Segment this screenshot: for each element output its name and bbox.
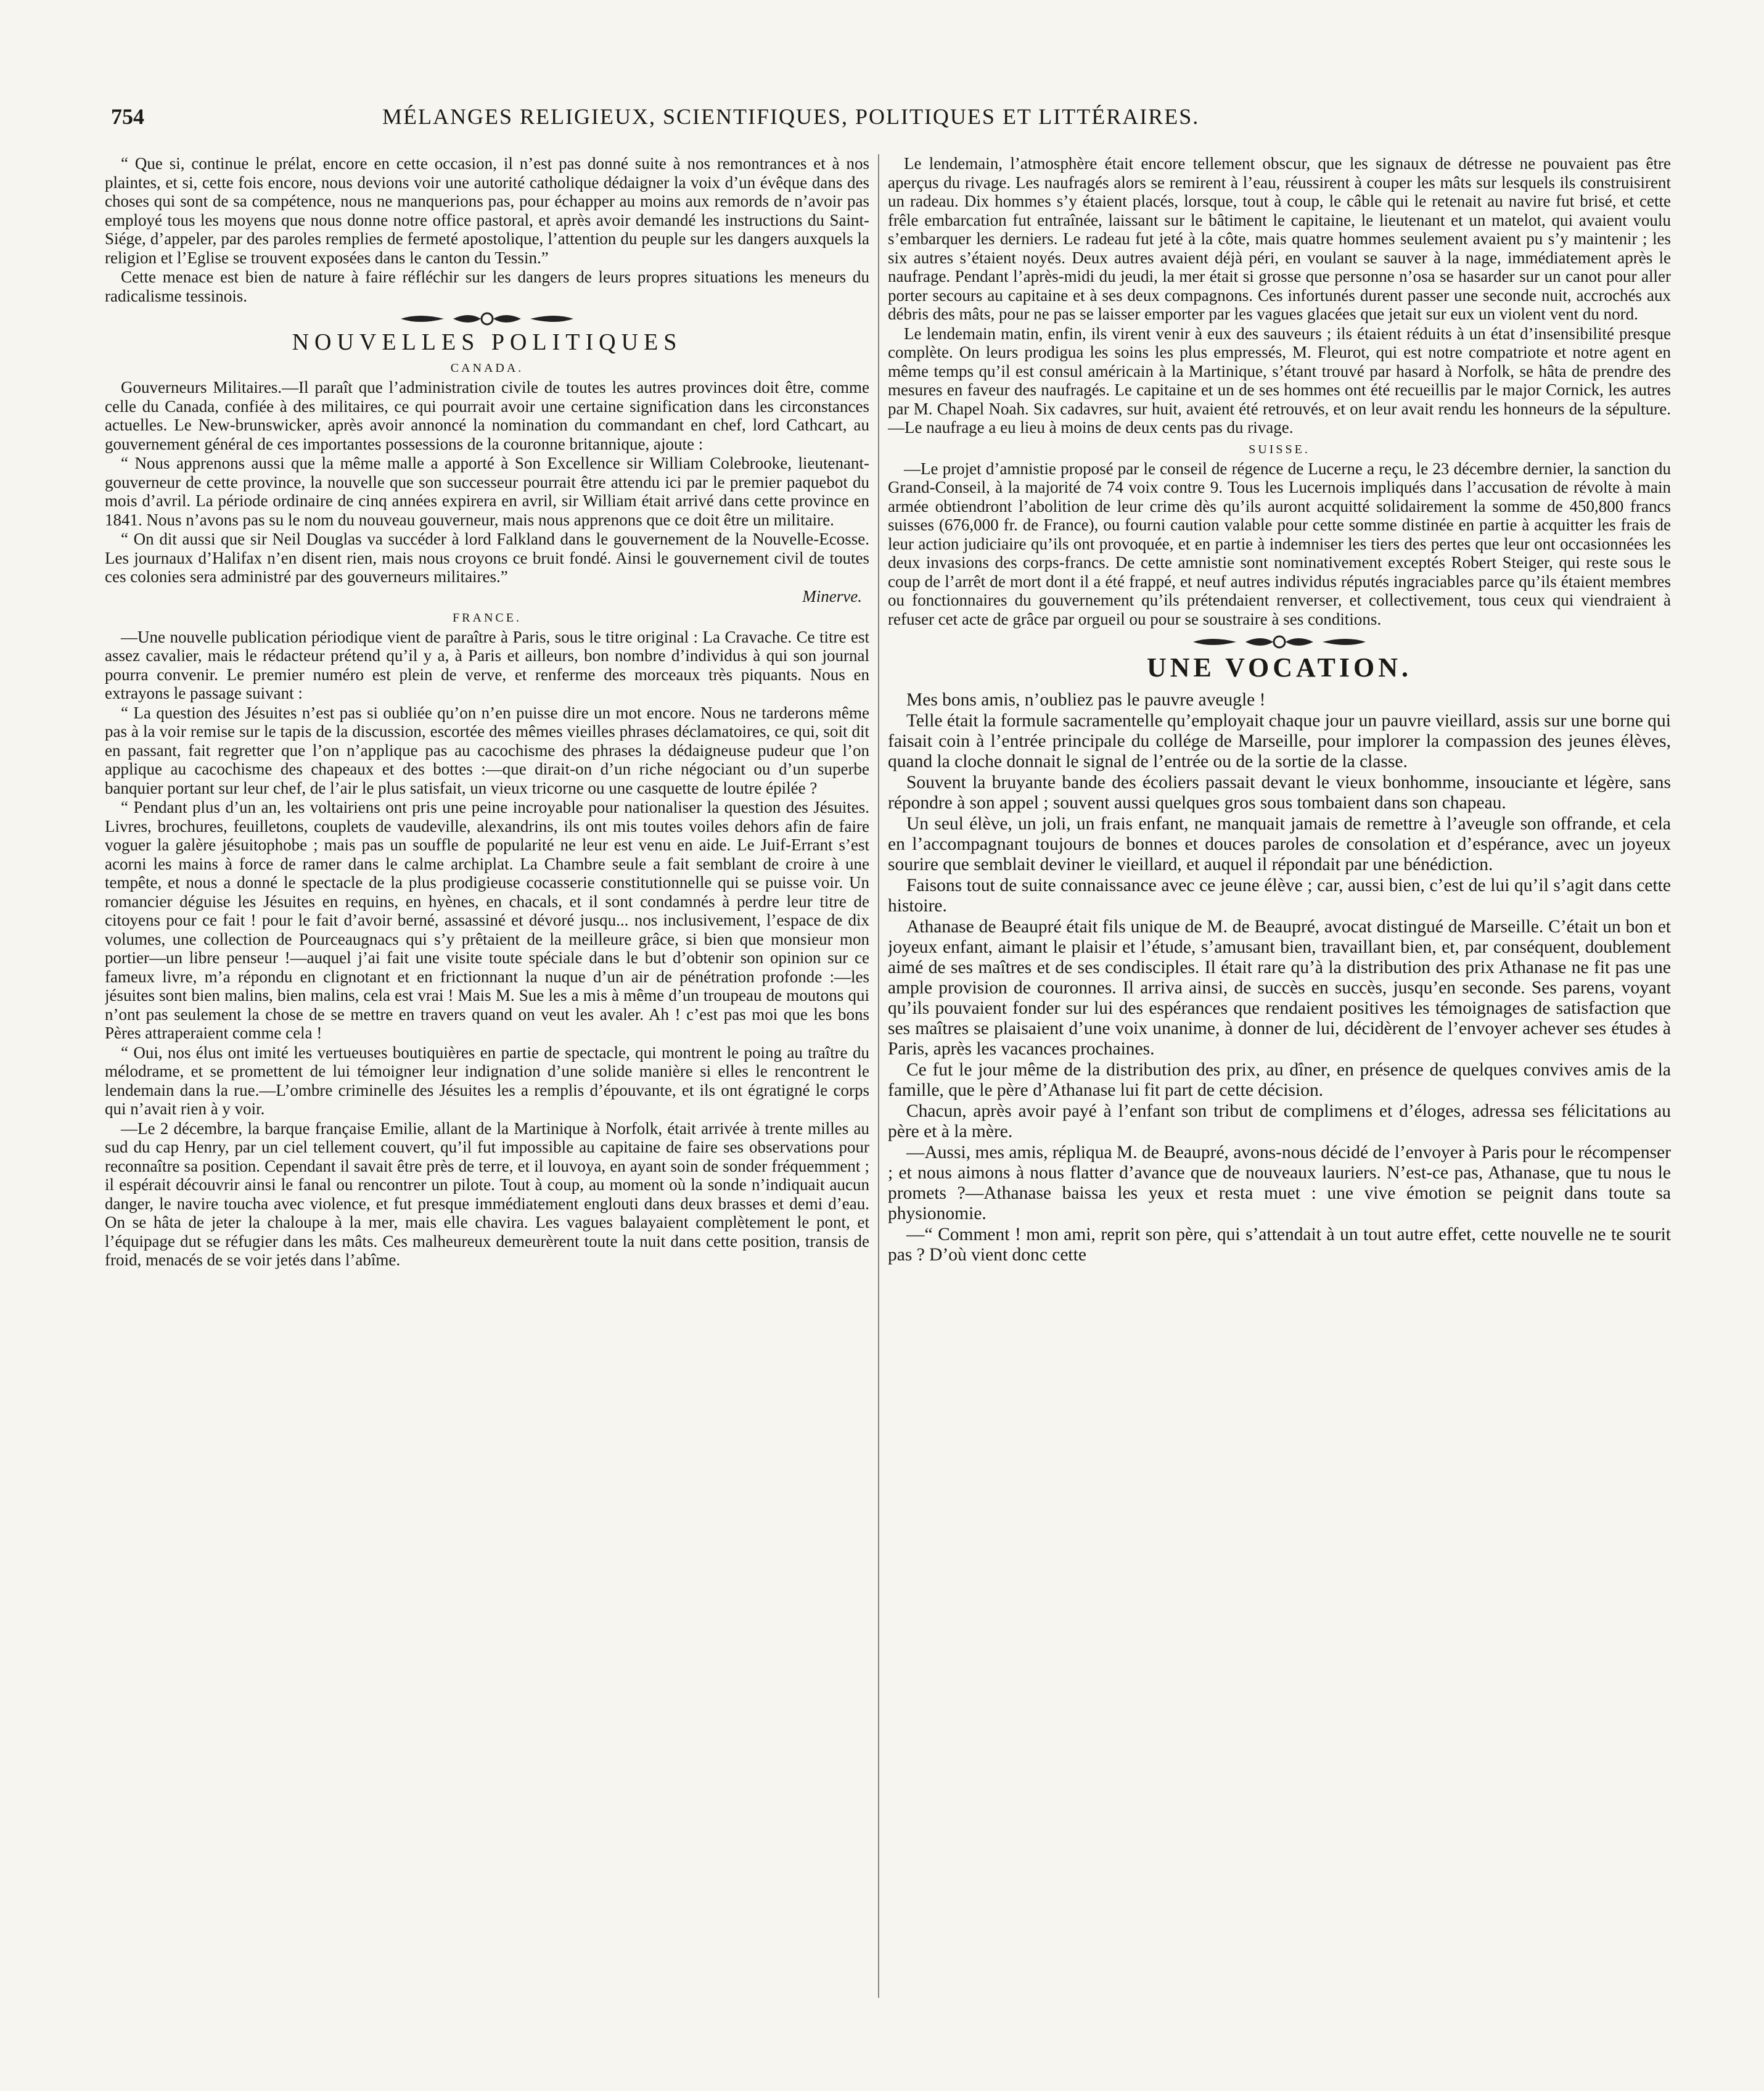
shipwreck-paragraph-2: Le lendemain matin, enfin, ils virent venir à eux des sauveurs ; ils étaient réduits à un état d’insensibilité presque complète. On leurs prodigua les soins les plus empressés, M. Fleurot, qui est notre compatriote et notre agent en même temps qu’il est consul américain à la Martinique, s’étant trouvé par hasard à Norfolk, se hâta de prendre des mesures en faveur des naufragés. Le capitaine et un de ses hommes ont été recueillis par le major Cornick, les autres par M. Chapel Noah. Six cadavres, sur huit, avaient été retrouvés, et on leur avait rendu les honneurs de la sépulture.—Le naufrage a eu lieu à moins de deux cents pas du rivage. [888, 324, 1671, 437]
page-number: 754 [111, 104, 144, 129]
section-title-nouvelles-politiques: NOUVELLES POLITIQUES [292, 329, 683, 355]
left-column [105, 154, 869, 1968]
subheading-suisse: SUISSE. [1249, 442, 1310, 456]
subheading-france: FRANCE. [453, 610, 522, 625]
section-ornament [105, 311, 869, 327]
canada-paragraph-3: “ On dit aussi que sir Neil Douglas va succéder à lord Falkland dans le gouvernement de la Nouvelle-Ecosse. Les journaux d’Halifax n’en disent rien, mais nous croyons ce bruit fondé. Ainsi le gouvernement civil de toutes ces colonies sera administré par des gouverneurs militaires.” [105, 530, 869, 586]
story-title-une-vocation: UNE VOCATION. [1147, 652, 1412, 683]
vocation-paragraph-1: Mes bons amis, n’oubliez pas le pauvre aveugle ! [906, 690, 1266, 710]
france-paragraph-2: “ La question des Jésuites n’est pas si oubliée qu’on n’en puisse dire un mot encore. Nous ne tarderons même pas à la voir remise sur le tapis de la discussion, escortée des mêmes vieilles phrases déclamatoires, ce qui, soit dit en passant, fait regretter que l’on n’applique pas au cacochisme des phrases la dédaigneuse pudeur que l’on applique au cacochisme des chapeaux et des bottes :—que dirait-on d’un riche négociant ou d’un superbe banquier portant sur leur chef, de l’air le plus satisfait, un vieux tricorne ou une casquette de loutre épilée ? [105, 703, 869, 797]
canada-source: Minerve. [802, 586, 862, 606]
shipwreck-paragraph-1: Le lendemain, l’atmosphère était encore tellement obscur, que les signaux de détresse ne pouvaient pas être aperçus du rivage. Les naufragés alors se remirent à l’eau, réussirent à couper les mâts sur lesquels ils construisirent un radeau. Dix hommes s’y étaient placés, lorsque, tout à coup, le câble qui le retenait au navire fut brisé, et cette frêle embarcation fut entraînée, laissant sur le bâtiment le capitaine, le lieutenant et un matelot, qui avaient voulu s’embarquer les derniers. Le radeau fut jeté à la côte, mais quatre hommes seulement avaient pu s’y maintenir ; les six autres s’étaient noyés. Deux autres avaient déjà péri, en voulant se sauver à la nage, immédiatement après le naufrage. Pendant l’après-midi du jeudi, la mer était si grosse que personne n’osa se hasarder sur un canot pour aller porter secours au capitaine et à ses deux compagnons. Ces infortunés durent passer une seconde nuit, accrochés aux débris des mâts, pour ne pas se laisser emporter par les vagues glacées que jetait sur eux un violent vent du nord. [888, 154, 1671, 323]
tessin-comment: Cette menace est bien de nature à faire réfléchir sur les dangers de leurs propres situations les meneurs du radicalisme tessinois. [105, 268, 869, 305]
vocation-paragraph-10: —“ Comment ! mon ami, reprit son père, qui s’attendait à un tout autre effet, cette nouvelle ne te sourit pas ? D’où vient donc cette [888, 1225, 1671, 1265]
france-paragraph-1: —Une nouvelle publication périodique vient de paraître à Paris, sous le titre original : La Cravache. Ce titre est assez cavalier, mais le rédacteur prétend qu’il y a, à Paris et ailleurs, bon nombre d’individus à qui son journal pourra convenir. Le premier numéro est plein de verve, et renferme des morceaux très piquants. Nous en extrayons le passage suivant : [105, 627, 869, 702]
running-head [0, 104, 1764, 141]
france-paragraph-4: “ Oui, nos élus ont imité les vertueuses boutiquières en partie de spectacle, qui montrent le poing au traître du mélodrame, et se promettent de lui témoigner leur indignation d’une solide manière si elles le rencontrent le lendemain dans la rue.—L’ombre criminelle des Jésuites les a remplis d’épouvante, et ils ont égratigné le corps qui n’avait rien à y voir. [105, 1043, 869, 1118]
header-title: MÉLANGES RELIGIEUX, SCIENTIFIQUES, POLITIQUES ET LITTÉRAIRES. [382, 104, 1200, 129]
vocation-ornament [888, 635, 1671, 651]
right-column [888, 154, 1671, 1968]
vocation-paragraph-8: Chacun, après avoir payé à l’enfant son tribut de complimens et d’éloges, adressa ses félicitations au père et à la mère. [888, 1101, 1671, 1141]
france-paragraph-5: —Le 2 décembre, la barque française Emilie, allant de la Martinique à Norfolk, était arrivée à trente milles au sud du cap Henry, par un ciel tellement couvert, qu’il fut impossible au capitaine de faire ses observations pour reconnaître sa position. Cependant il savait être près de terre, et il louvoya, en ayant soin de sonder fréquemment ; il espérait découvrir ainsi le fanal ou rencontrer un pilote. Tout à coup, au moment où la sonde n’indiquait aucun danger, le navire toucha avec violence, et fut presque immédiatement englouti dans deux brasses et demi d’eau. On se hâta de jeter la chaloupe à la mer, mais elle chavira. Les vagues balayaient complètement le pont, et l’équipage dut se réfugier dans les mâts. Ces malheureux demeurèrent toute la nuit dans cette position, transis de froid, menacés de se voir jetés dans l’abîme. [105, 1119, 869, 1269]
vocation-paragraph-2: Telle était la formule sacramentelle qu’employait chaque jour un pauvre vieillard, assis sur une borne qui faisait coin à l’entrée principale du collége de Marseille, pour implorer la compassion des jeunes élèves, quand la cloche donnait le signal de l’entrée ou de la sortie de la classe. [888, 711, 1671, 771]
vocation-paragraph-6: Athanase de Beaupré était fils unique de M. de Beaupré, avocat distingué de Marseille. C’était un bon et joyeux enfant, aimant le plaisir et l’étude, s’amusant bien, travaillant bien, et, par conséquent, doublement aimé de ses maîtres et de ses condisciples. Il était rare qu’à la distribution des prix Athanase ne fit pas une ample provision de couronnes. Il arriva ainsi, de succès en succès, jusqu’en seconde. Ses parens, voyant qu’ils pouvaient fonder sur lui des espérances que rendaient positives les témoignages de satisfaction que ses maîtres se plaisaient d’une voix unanime, à donner de lui, décidèrent de l’envoyer achever ses études à Paris, après les vacances prochaines. [888, 917, 1671, 1059]
vocation-paragraph-3: Souvent la bruyante bande des écoliers passait devant le vieux bonhomme, insouciante et légère, sans répondre à son appel ; souvent aussi quelques gros sous tombaient dans son chapeau. [888, 773, 1671, 813]
column-rule [878, 154, 879, 1998]
canada-paragraph-1: Gouverneurs Militaires.—Il paraît que l’administration civile de toutes les autres provinces doit être, comme celle du Canada, confiée à des militaires, ce qui pourrait avoir une certaine signification dans les circonstances actuelles. Le New-brunswicker, après avoir annoncé la nomination du commandant en chef, lord Cathcart, au gouvernement général de ces importantes possessions de la couronne britannique, ajoute : [105, 378, 869, 453]
vocation-paragraph-5: Faisons tout de suite connaissance avec ce jeune élève ; car, aussi bien, c’est de lui qu’il s’agit dans cette histoire. [888, 876, 1671, 916]
tessin-quote: “ Que si, continue le prélat, encore en cette occasion, il n’est pas donné suite à nos remontrances et à nos plaintes, et si, cette fois encore, nous devions voir une autorité catholique dédaigner la voix d’un évêque dans des choses qui sont de sa compétence, nous ne manquerions pas, pour échapper au moins aux remords de n’avoir pas employé tous les moyens que nous donne notre office pastoral, et après avoir demandé les instructions du Saint-Siége, d’appeler, par des paroles remplies de fermeté apostolique, l’attention du peuple sur les dangers auxquels la religion et l’Eglise se trouvent exposées dans le canton du Tessin.” [105, 154, 869, 267]
france-paragraph-3: “ Pendant plus d’un an, les voltairiens ont pris une peine incroyable pour nationaliser la question des Jésuites. Livres, brochures, feuilletons, couplets de vaudeville, alexandrins, ils ont mis toutes voiles dehors afin de faire voguer la galère jésuitophobe ; mais pas un souffle de popularité ne leur est venu en aide. Le Juif-Errant s’est acorni les mains à force de ramer dans le calme archiplat. La Chambre seule a fait semblant de croire à une tempête, et nous a donné le spectacle de la plus prodigieuse cocasserie constitutionnelle qui se puisse voir. Un romancier déguise les Jésuites en requins, en hyènes, en chacals, et il sont condamnés à perdre leur titre de citoyens pour ce fait ! pour le fait d’avoir berné, assassiné et dévoré jusqu... nos inclusivement, l’espace de dix volumes, une collection de Pourceaugnacs qui s’y prêtaient de la meilleure grâce, si bien que monsieur mon portier—un libre penseur !—auquel j’ai fait une visite toute spéciale dans le but d’obtenir son opinion sur ce fameux livre, m’a répondu en clignotant et en frictionnant la nuque d’un air de pénétration profonde :—les jésuites sont bien malins, bien malins, cela est vrai ! Mais M. Sue les a mis à même d’un troupeau de moutons qui n’ont pas seulement la chose de se mettre en travers quand on veut les avaler. Ah ! c’est pas moi que les bons Pères attraperaient comme cela ! [105, 798, 869, 1042]
suisse-paragraph-1: —Le projet d’amnistie proposé par le conseil de régence de Lucerne a reçu, le 23 décembre dernier, la sanction du Grand-Conseil, à la majorité de 74 voix contre 9. Tous les Lucernois impliqués dans l’accusation de révolte à main armée obtiendront l’abolition de leur crime dès qu’ils auront acquitté solidairement la somme de 450,800 francs suisses (676,000 fr. de France), ou fourni caution valable pour cette somme distinée en partie à acquitter les frais de leur action judiciaire qu’ils ont provoquée, et en partie à indemniser les tiers des pertes que leur ont occasionnées les deux invasions des corps-francs. De cette amnistie sont nominativement exceptés Robert Steiger, qui reste sous le coup de l’arrêt de mort dont il a été frappé, et neuf autres individus réputés ingraciables parce qu’ils étaient membres ou fonctionnaires du gouvernement qu’ils prétendaient renverser, et collectivement, tous ceux qui viendraient à refuser cet acte de grâce par orgueil ou pour se soustraire à ses conditions. [888, 459, 1671, 628]
canada-paragraph-2: “ Nous apprenons aussi que la même malle a apporté à Son Excellence sir William Colebrooke, lieutenant-gouverneur de cette province, la nouvelle que son successeur pourrait être attendu ici par le premier paquebot du mois d’avril. La période ordinaire de cinq années expirera en avril, sir William était arrivé dans cette province en 1841. Nous n’avons pas su le nom du nouveau gouverneur, mais nous apprenons que ce doit être un militaire. [105, 454, 869, 529]
vocation-paragraph-9: —Aussi, mes amis, répliqua M. de Beaupré, avons-nous décidé de l’envoyer à Paris pour le récompenser ; et nous aimons à nous flatter d’avance que de nouveaux lauriers. N’est-ce pas, Athanase, que tu nous le promets ?—Athanase baissa les yeux et resta muet : une vive émotion se peignit dans toute sa physionomie. [888, 1143, 1671, 1223]
subheading-canada: CANADA. [450, 361, 524, 375]
vocation-paragraph-4: Un seul élève, un joli, un frais enfant, ne manquait jamais de remettre à l’aveugle son offrande, et cela en l’accompagnant toujours de bonnes et douces paroles de consolation et d’espérance, avec un joyeux sourire que semblait deviner le vieillard, et auquel il répondait par une bénédiction. [888, 814, 1671, 874]
vocation-paragraph-7: Ce fut le jour même de la distribution des prix, au dîner, en présence de quelques convives amis de la famille, que le père d’Athanase lui fit part de cette décision. [888, 1060, 1671, 1100]
